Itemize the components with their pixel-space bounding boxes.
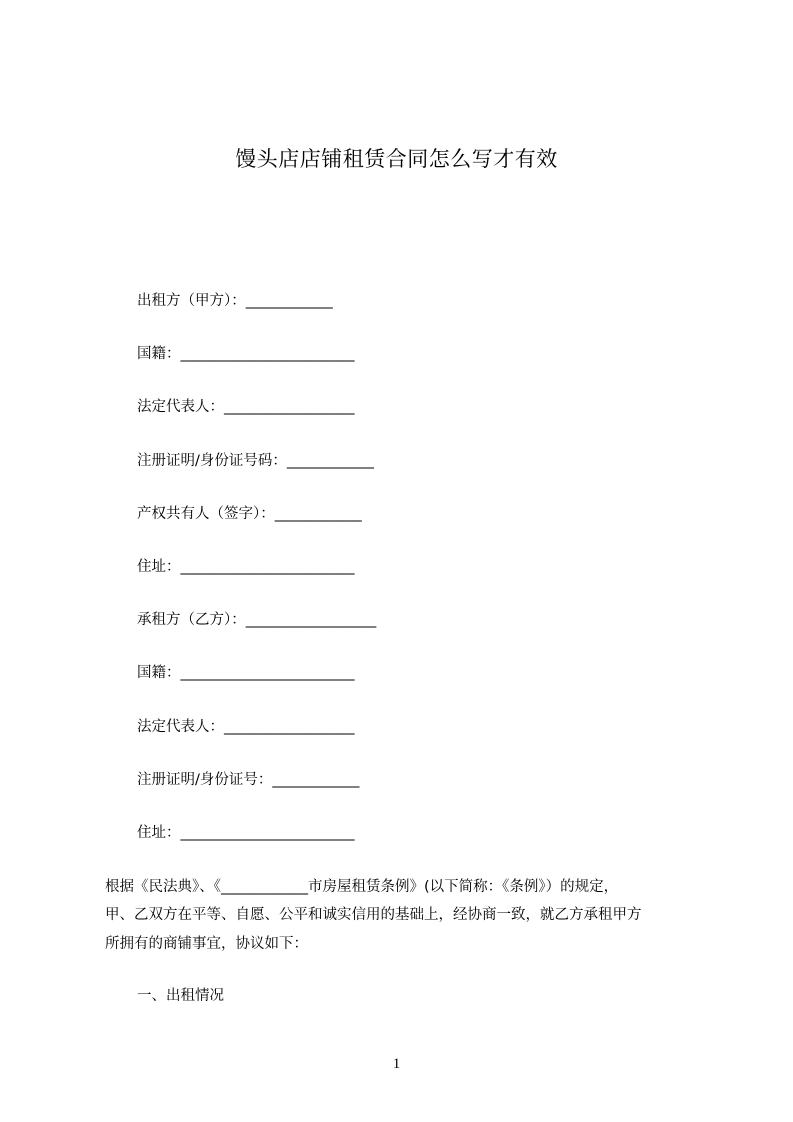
lessor-registration-id-field: 注册证明/身份证号码：____________ [137, 453, 374, 469]
lessor-address-field: 住址：________________________ [137, 559, 355, 575]
lessee-registration-id-field: 注册证明/身份证号：____________ [137, 772, 360, 788]
lessor-legal-representative-field: 法定代表人：__________________ [137, 399, 355, 415]
page-number: 1 [392, 1056, 401, 1072]
lessee-legal-representative-field: 法定代表人：__________________ [137, 719, 355, 735]
property-co-owner-signature-field: 产权共有人（签字）：____________ [137, 506, 362, 522]
lessee-party-field: 承租方（乙方）：__________________ [137, 612, 377, 628]
agreement-paragraph-line-2: 甲、乙双方在平等、自愿、公平和诚实信用的基础上，经协商一致，就乙方承租甲方 [105, 907, 642, 923]
section-heading: 一、出租情况 [137, 988, 224, 1004]
lessor-party-field: 出租方（甲方）：____________ [137, 293, 333, 309]
agreement-paragraph-line-1: 根据《民法典》、《____________市房屋租赁条例》(以下简称：《条例》）的规定， [105, 879, 619, 895]
lessee-nationality-field: 国籍：________________________ [137, 665, 355, 681]
document-title: 馒头店店铺租赁合同怎么写才有效 [235, 147, 558, 171]
lessor-nationality-field: 国籍：________________________ [137, 346, 355, 362]
agreement-paragraph-line-3: 所拥有的商铺事宜，协议如下： [105, 936, 308, 952]
lessee-address-field: 住址：________________________ [137, 825, 355, 841]
